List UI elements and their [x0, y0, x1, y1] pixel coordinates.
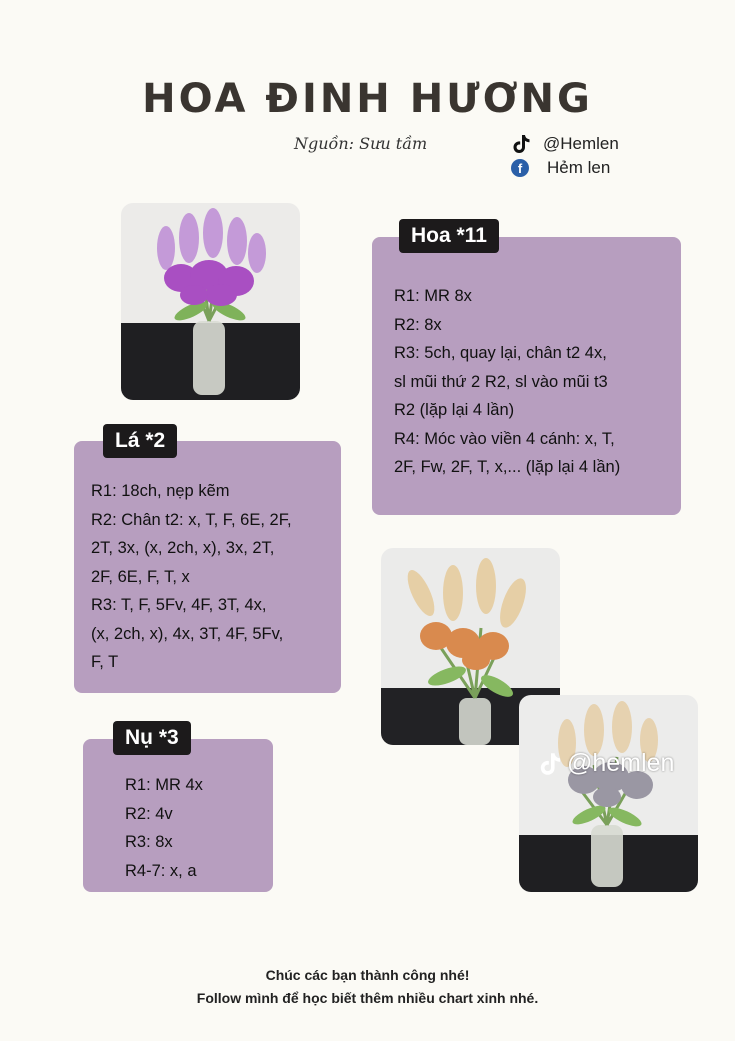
card-la: [74, 441, 341, 693]
watermark: [540, 749, 674, 778]
page-title: HOA ĐINH HƯƠNG: [142, 76, 593, 122]
tag-la: Lá *2: [103, 424, 177, 458]
nu-line: R2: 4v: [125, 804, 173, 823]
tag-nu: Nụ *3: [113, 721, 191, 755]
footer-line-2: Follow mình để học biết thêm nhiều chart xinh nhé.: [196, 990, 539, 1006]
facebook-icon: f: [511, 159, 529, 177]
card-nu: [83, 739, 273, 892]
facebook-link[interactable]: [511, 158, 610, 178]
la-line: 2F, 6E, F, T, x: [91, 567, 190, 586]
nu-line: R1: MR 4x: [125, 776, 203, 794]
hoa-line: R4: Móc vào viền 4 cánh: x, T,: [394, 429, 615, 448]
la-line: F, T: [91, 653, 119, 671]
tiktok-handle: @Hemlen: [543, 134, 619, 153]
tiktok-link[interactable]: [511, 133, 619, 155]
la-line: 2T, 3x, (x, 2ch, x), 3x, 2T,: [91, 539, 275, 557]
tiktok-watermark-icon: [540, 752, 562, 776]
card-hoa: [372, 237, 681, 515]
nu-line: R4-7: x, a: [125, 861, 197, 880]
la-line: R1: 18ch, nẹp kẽm: [91, 482, 230, 500]
footer-line-1: Chúc các bạn thành công nhé!: [265, 967, 470, 983]
facebook-name: Hẻm len: [547, 158, 611, 177]
photo-purple-lilac: [121, 203, 300, 400]
hoa-line: R1: MR 8x: [394, 287, 472, 305]
watermark-text: @hemlen: [567, 749, 675, 777]
hoa-line: R3: 5ch, quay lại, chân t2 4x,: [394, 344, 607, 362]
tag-hoa: Hoa *11: [399, 219, 499, 253]
hoa-line: R2 (lặp lại 4 lần): [394, 401, 515, 419]
hoa-line: sl mũi thứ 2 R2, sl vào mũi t3: [394, 372, 608, 391]
la-line: R3: T, F, 5Fv, 4F, 3T, 4x,: [91, 596, 267, 614]
photo-grey-lilac: [519, 695, 698, 892]
hoa-line: 2F, Fw, 2F, T, x,... (lặp lại 4 lần): [394, 458, 621, 476]
nu-line: R3: 8x: [125, 833, 173, 851]
source-credit: Nguồn: Sưu tầm: [294, 134, 428, 153]
hoa-line: R2: 8x: [394, 315, 442, 334]
tiktok-icon: [511, 133, 533, 155]
la-line: R2: Chân t2: x, T, F, 6E, 2F,: [91, 510, 292, 529]
la-line: (x, 2ch, x), 4x, 3T, 4F, 5Fv,: [91, 624, 284, 643]
